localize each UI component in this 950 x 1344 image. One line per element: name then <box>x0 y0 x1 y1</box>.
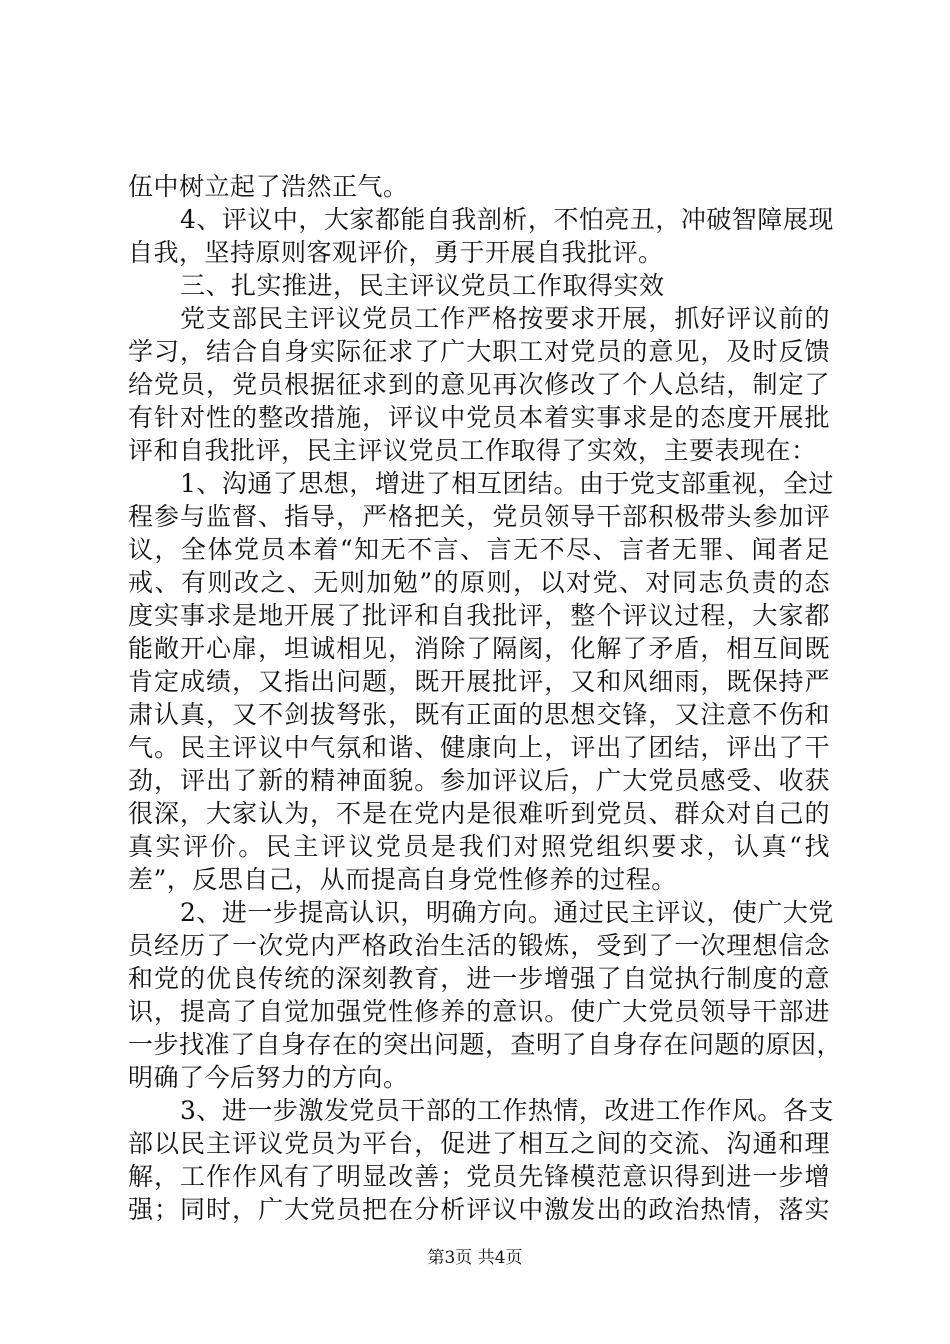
text-line: 2、进一步提高认识，明确方向。通过民主评议，使广大党 <box>180 898 834 927</box>
text-line: 给党员，党员根据征求到的意见再次修改了个人总结，制定了 <box>128 370 830 399</box>
document-body <box>128 170 843 1226</box>
page-footer <box>0 1246 950 1270</box>
text-line: 和党的优良传统的深刻教育，进一步增强了自觉执行制度的意 <box>128 964 830 993</box>
text-line: 学习，结合自身实际征求了广大职工对党员的意见，及时反馈 <box>128 337 830 366</box>
text-line: 劲，评出了新的精神面貌。参加评议后，广大党员感受、收获 <box>128 766 830 795</box>
text-line: 明确了今后努力的方向。 <box>128 1063 409 1092</box>
text-line: 伍中树立起了浩然正气。 <box>128 172 409 201</box>
text-line: 肯定成绩，又指出问题，既开展批评，又和风细雨，既保持严 <box>128 667 830 696</box>
text-line: 三、扎实推进，民主评议党员工作取得实效 <box>180 271 665 300</box>
text-line: 识，提高了自觉加强党性修养的意识。使广大党员领导干部进 <box>128 997 830 1026</box>
text-line: 党支部民主评议党员工作严格按要求开展，抓好评议前的 <box>180 304 830 333</box>
text-line: 4、评议中，大家都能自我剖析，不怕亮丑，冲破智障展现 <box>180 205 834 234</box>
text-line: 自我，坚持原则客观评价，勇于开展自我批评。 <box>128 238 664 267</box>
text-line: 1、沟通了思想，增进了相互团结。由于党支部重视，全过 <box>180 469 834 498</box>
text-line: 部以民主评议党员为平台，促进了相互之间的交流、沟通和理 <box>128 1129 830 1158</box>
text-line: 很深，大家认为，不是在党内是很难听到党员、群众对自己的 <box>128 799 830 828</box>
text-line: 真实评价。民主评议党员是我们对照党组织要求，认真“找 <box>128 832 830 861</box>
text-line: 程参与监督、指导，严格把关，党员领导干部积极带头参加评 <box>128 502 830 531</box>
text-line: 议，全体党员本着“知无不言、言无不尽、言者无罪、闻者足 <box>128 535 830 564</box>
text-line: 强；同时，广大党员把在分析评议中激发出的政治热情，落实 <box>128 1195 830 1224</box>
text-line: 一步找准了自身存在的突出问题，查明了自身存在问题的原因， <box>128 1030 843 1059</box>
text-line: 员经历了一次党内严格政治生活的锻炼，受到了一次理想信念 <box>128 931 830 960</box>
text-line: 解，工作作风有了明显改善；党员先锋模范意识得到进一步增 <box>128 1162 830 1191</box>
text-line: 评和自我批评，民主评议党员工作取得了实效，主要表现在： <box>128 436 817 465</box>
text-line: 肃认真，又不剑拔弩张，既有正面的思想交锋，又注意不伤和 <box>128 700 830 729</box>
text-line: 度实事求是地开展了批评和自我批评，整个评议过程，大家都 <box>128 601 830 630</box>
text-line: 差”，反思自己，从而提高自身党性修养的过程。 <box>128 865 677 894</box>
text-line: 能敞开心扉，坦诚相见，消除了隔阂，化解了矛盾，相互间既 <box>128 634 830 663</box>
text-line: 戒、有则改之、无则加勉”的原则，以对党、对同志负责的态 <box>128 568 830 597</box>
text-line: 3、进一步激发党员干部的工作热情，改进工作作风。各支 <box>180 1096 834 1125</box>
text-line: 有针对性的整改措施，评议中党员本着实事求是的态度开展批 <box>128 403 830 432</box>
text-line: 气。民主评议中气氛和谐、健康向上，评出了团结，评出了干 <box>128 733 830 762</box>
page-number-label: 第3页 共4页 <box>427 1248 523 1268</box>
